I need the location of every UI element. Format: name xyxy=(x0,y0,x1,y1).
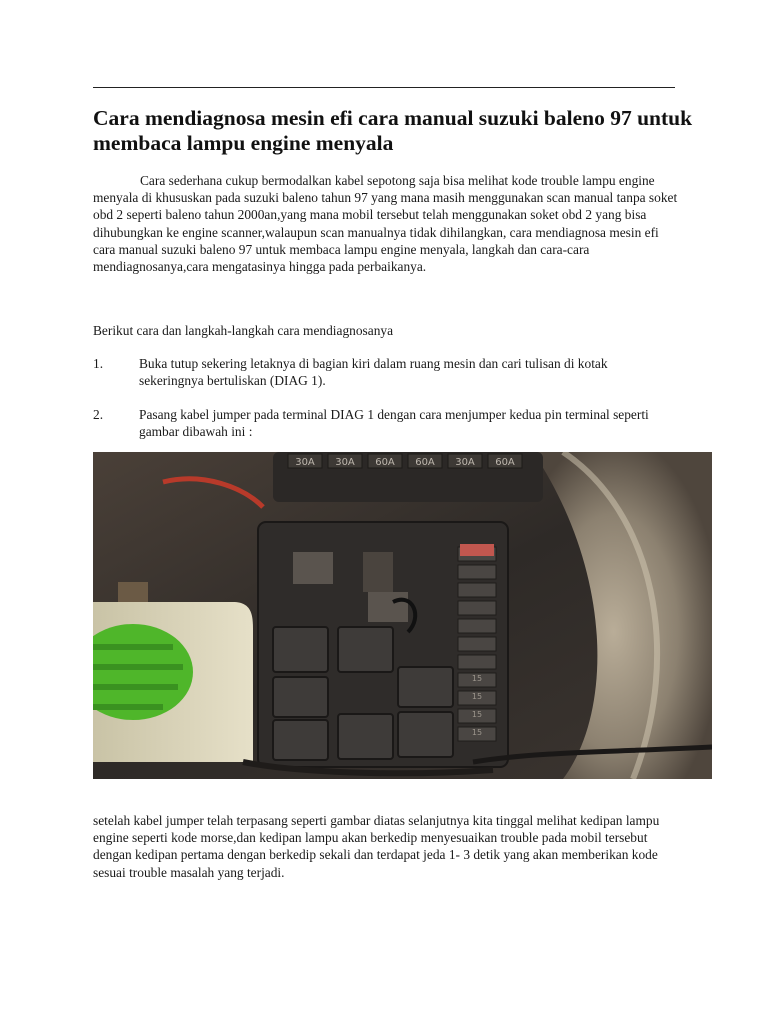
step-number: 2. xyxy=(93,407,104,422)
document-title: Cara mendiagnosa mesin efi cara manual suzuki baleno 97 untuk membaca lampu engine menyala xyxy=(93,106,693,155)
fuse-label: 30A xyxy=(295,457,315,468)
fuse-label: 30A xyxy=(335,457,355,468)
step-text: Pasang kabel jumper pada terminal DIAG 1 dengan cara menjumper kedua pin terminal seperti gambar dibawah ini : xyxy=(139,407,649,440)
diag-connector xyxy=(293,552,333,584)
step-text: Buka tutup sekering letaknya di bagian kiri dalam ruang mesin dan cari tulisan di kotak sekeringnya bertuliskan (DIAG 1). xyxy=(139,356,608,389)
fuse-label: 30A xyxy=(455,457,475,468)
fuse-label: 60A xyxy=(495,457,515,468)
header-rule xyxy=(93,87,675,88)
step-number: 1. xyxy=(93,356,104,371)
small-fuse-label: 15 xyxy=(471,674,483,683)
small-fuse-label: 15 xyxy=(471,692,483,701)
lead-paragraph: Berikut cara dan langkah-langkah cara mendiagnosanya xyxy=(93,323,394,338)
outro-paragraph: setelah kabel jumper telah terpasang seperti gambar diatas selanjutnya kita tinggal melihat kedipan lampu engine seperti kode morse,dan kedipan lampu akan berkedip menyesuaikan trouble pada mobil tersebut dengan kedipan pertama dengan berkedip sekali dan terdapat jeda 1- 3 detik yang akan memberikan kode sesuai trouble masalah yang terjadi. xyxy=(93,813,660,880)
fuse-label: 60A xyxy=(375,457,395,468)
small-fuse-label: 15 xyxy=(471,710,483,719)
small-fuse-label: 15 xyxy=(471,728,483,737)
intro-paragraph: Cara sederhana cukup bermodalkan kabel sepotong saja bisa melihat kode trouble lampu engine menyala di khususkan pada suzuki baleno tahun 97 yang mana masih menggunakan scan manual tanpa soket obd 2 seperti baleno tahun 2000an,yang mana mobil tersebut telah menggunakan soket obd 2 yang bisa dihubungkan ke engine scanner,walaupun scan manualnya tidak dihilangkan, cara mendiagnosa mesin efi cara manual suzuki baleno 97 untuk membaca lampu engine menyala, langkah dan cara-cara mendiagnosanya,cara mengatasinya hingga pada perbaikanya. xyxy=(93,173,678,275)
fuse-label: 60A xyxy=(415,457,435,468)
fuse-box-photo xyxy=(93,452,712,779)
